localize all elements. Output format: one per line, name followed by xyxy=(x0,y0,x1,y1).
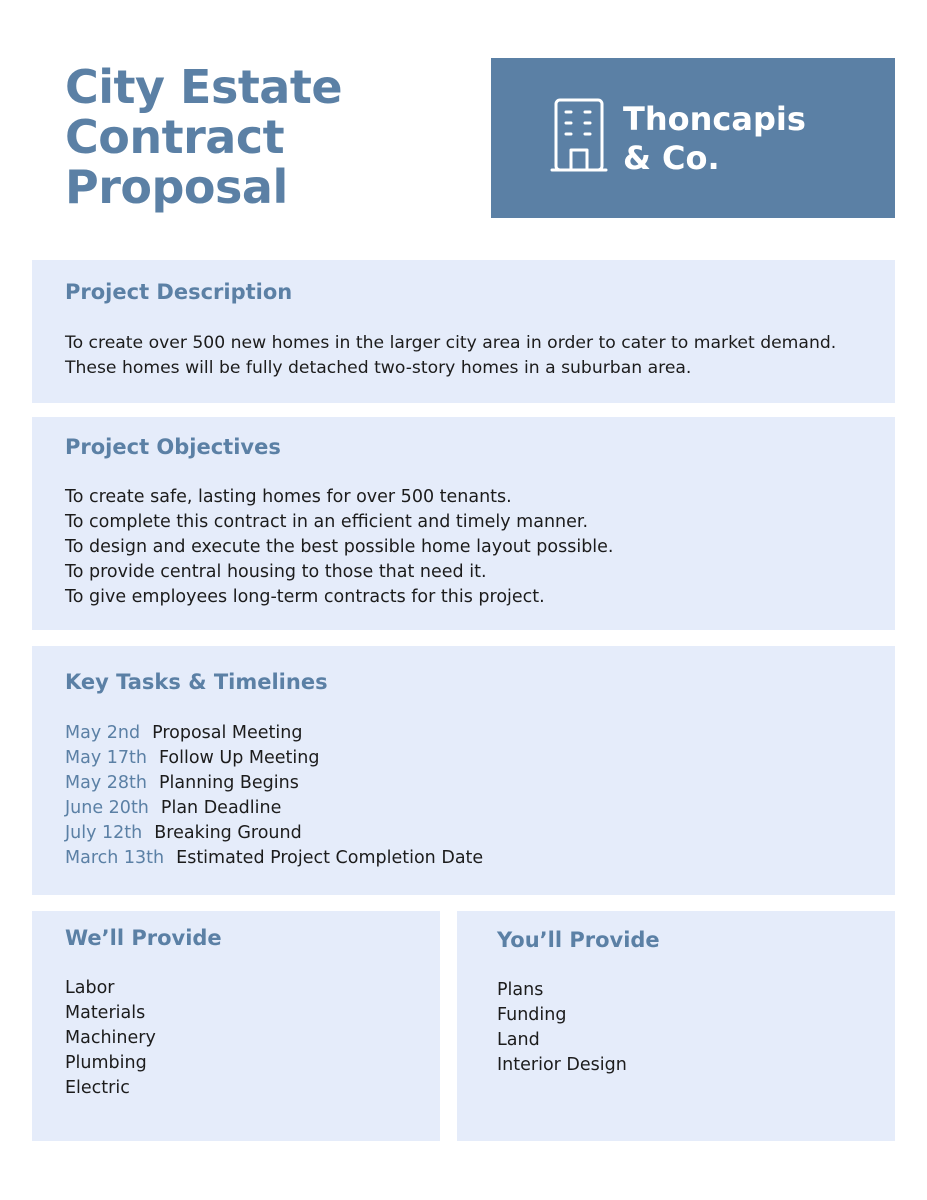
section-heading: Project Objectives xyxy=(65,435,281,459)
list-item: Interior Design xyxy=(497,1055,627,1075)
timeline-date: May 28th xyxy=(65,773,147,793)
company-name xyxy=(623,100,806,178)
company-name-line: & Co. xyxy=(623,139,720,177)
timeline-task: Breaking Ground xyxy=(154,823,302,843)
section-heading: We’ll Provide xyxy=(65,926,222,950)
page-title xyxy=(65,62,342,212)
section-heading: You’ll Provide xyxy=(497,928,660,952)
company-name-line: Thoncapis xyxy=(623,100,806,138)
timeline-item xyxy=(65,746,483,771)
list-item: To provide central housing to those that need it. xyxy=(65,562,487,582)
you-provide-card xyxy=(457,911,895,1141)
title-line: City Estate xyxy=(65,60,343,114)
list-item: Funding xyxy=(497,1005,567,1025)
list-item: To give employees long-term contracts for this project. xyxy=(65,587,545,607)
timeline-task: Estimated Project Completion Date xyxy=(176,848,484,868)
timeline-task: Follow Up Meeting xyxy=(158,748,320,768)
timeline-list xyxy=(65,721,483,871)
timeline-date: July 12th xyxy=(65,823,143,843)
project-description-card xyxy=(32,260,895,403)
timeline-item xyxy=(65,771,483,796)
timeline-task: Proposal Meeting xyxy=(152,723,303,743)
project-objectives-card xyxy=(32,417,895,630)
description-text: To create over 500 new homes in the larger city area in order to cater to market demand. These homes will be fully detached two-story homes in a suburban area. xyxy=(65,333,837,378)
list-item: Land xyxy=(497,1030,540,1050)
tasks-timelines-card xyxy=(32,646,895,895)
title-line: Proposal xyxy=(65,160,288,214)
timeline-task: Plan Deadline xyxy=(160,798,282,818)
we-provide-list xyxy=(65,976,156,1101)
we-provide-card xyxy=(32,911,440,1141)
timeline-task: Planning Begins xyxy=(158,773,299,793)
building-icon xyxy=(550,98,608,172)
objectives-list xyxy=(65,485,614,610)
section-heading: Key Tasks & Timelines xyxy=(65,670,328,694)
section-heading: Project Description xyxy=(65,280,293,304)
timeline-date: June 20th xyxy=(65,798,149,818)
list-item: Plumbing xyxy=(65,1053,147,1073)
timeline-item xyxy=(65,846,483,871)
list-item: Labor xyxy=(65,978,115,998)
timeline-item xyxy=(65,796,483,821)
timeline-date: May 17th xyxy=(65,748,147,768)
timeline-item xyxy=(65,821,483,846)
you-provide-list xyxy=(497,978,627,1078)
title-line: Contract xyxy=(65,110,285,164)
list-item: Machinery xyxy=(65,1028,156,1048)
list-item: To complete this contract in an efficient and timely manner. xyxy=(65,512,589,532)
company-banner xyxy=(491,58,895,218)
list-item: Electric xyxy=(65,1078,130,1098)
list-item: To create safe, lasting homes for over 500 tenants. xyxy=(65,487,512,507)
timeline-item xyxy=(65,721,483,746)
list-item: To design and execute the best possible home layout possible. xyxy=(65,537,614,557)
timeline-date: May 2nd xyxy=(65,723,141,743)
list-item: Materials xyxy=(65,1003,146,1023)
list-item: Plans xyxy=(497,980,544,1000)
timeline-date: March 13th xyxy=(65,848,165,868)
